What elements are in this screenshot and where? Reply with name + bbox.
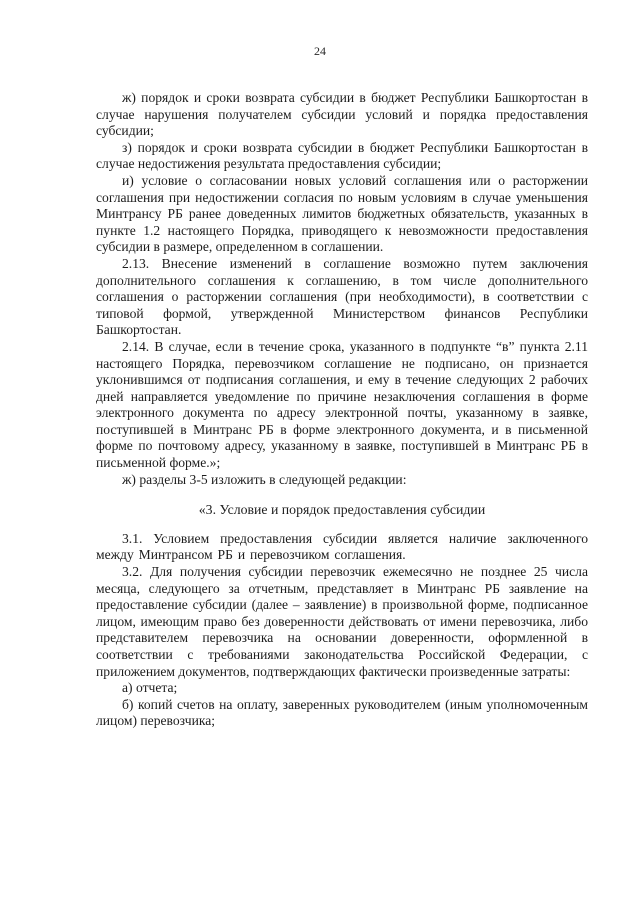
page-number: 24	[314, 44, 326, 58]
paragraph-item-zh-return-violation: ж) порядок и сроки возврата субсидии в бюджет Республики Башкортостан в случае нарушения получателем субсидии условий и порядка предоставления субсидии;	[96, 90, 588, 139]
paragraph-item-a-report: а) отчета;	[122, 680, 178, 696]
paragraph-2-14: 2.14. В случае, если в течение срока, указанного в подпункте “в” пункта 2.11 настоящего Порядка, перевозчиком соглашение не подписано, он признается уклонившимся от подписания соглашения, и ему в течение следующих 2 рабочих дней направляется уведомление по причине незаключения соглашения в форме электронного документа по адресу электронной почты, указанному в заявке, поступившей в Минтранс РБ в форме электронного документа, и в письменной форме по почтовому адресу, указанному в заявке, поступившей в Минтранс РБ в письменной форме.»;	[96, 338, 588, 471]
paragraph-item-zh-sections: ж) разделы 3-5 изложить в следующей редакции:	[122, 471, 407, 487]
document-body	[96, 90, 588, 730]
paragraph-2-13: 2.13. Внесение изменений в соглашение возможно путем заключения дополнительного соглашения к соглашению, в том числе дополнительного соглашения о расторжении соглашения (при необходимости), в соответствии с типовой формой, утвержденной Министерством финансов Республики Башкортостан.	[96, 255, 588, 338]
paragraph-3-1: 3.1. Условием предоставления субсидии является наличие заключенного между Минтрансом РБ и перевозчиком соглашения.	[96, 530, 588, 563]
paragraph-3-2: 3.2. Для получения субсидии перевозчик ежемесячно не позднее 25 числа месяца, следующего за отчетным, представляет в Минтранс РБ заявление на предоставление субсидии (далее – заявление) в произвольной форме, подписанное лицом, имеющим право без доверенности действовать от имени перевозчика, либо представителем перевозчика на основании доверенности, оформленной в соответствии с требованиями законодательства Российской Федерации, с приложением документов, подтверждающих фактически произведенные затраты:	[96, 564, 588, 679]
paragraph-item-b-invoices: б) копий счетов на оплату, заверенных руководителем (иным уполномоченным лицом) перевозчика;	[96, 696, 588, 729]
paragraph-item-i-new-conditions: и) условие о согласовании новых условий соглашения или о расторжении соглашения при недостижении согласия по новым условиям в случае уменьшения Минтрансу РБ ранее доведенных лимитов бюджетных обязательств, указанных в пункте 1.2 настоящего Порядка, приводящего к невозможности предоставления субсидии в размере, определенном в соглашении.	[96, 172, 588, 255]
section-3-heading: «3. Условие и порядок предоставления субсидии	[198, 502, 486, 518]
paragraph-item-z-return-result: з) порядок и сроки возврата субсидии в бюджет Республики Башкортостан в случае недостижения результата предоставления субсидии;	[96, 139, 588, 172]
